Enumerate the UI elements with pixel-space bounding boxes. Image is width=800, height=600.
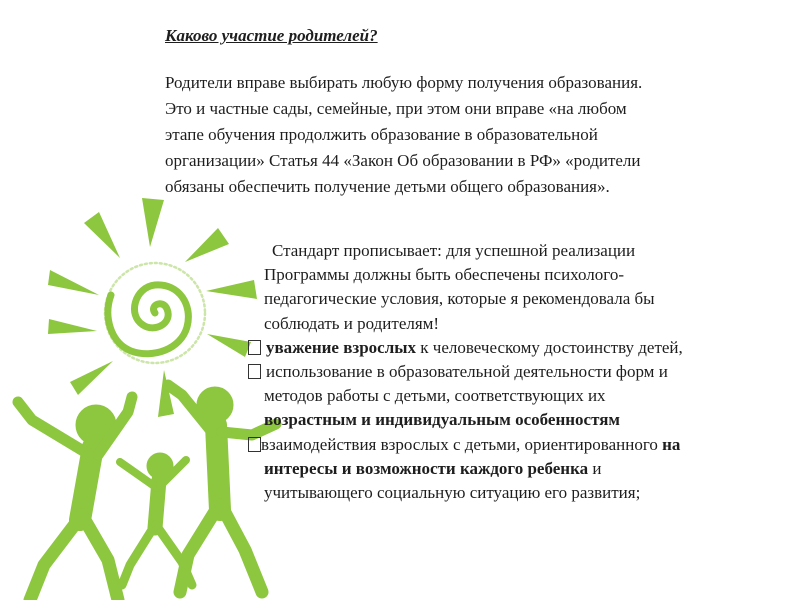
standard-line: педагогические условия, которые я рекомендовала бы	[264, 289, 655, 309]
intro-line: организации» Статья 44 «Закон Об образовании в РФ» «родители	[165, 151, 641, 170]
bullet-text: к человеческому достоинству детей,	[416, 337, 683, 357]
bullet-continuation	[248, 457, 788, 481]
standard-line: Программы должны быть обеспечены психолого-	[264, 265, 624, 285]
sun-icon	[105, 263, 205, 363]
bullet-bold-text: возрастным и индивидуальным особенностям	[264, 410, 621, 430]
bullet-text: использование в образовательной деятельности форм и	[266, 362, 668, 382]
bullet-item-respect	[248, 336, 788, 360]
bullet-box-icon	[248, 340, 261, 355]
bullet-bold-text: уважение взрослых	[266, 337, 417, 357]
standard-line: соблюдать и родителям!	[264, 313, 440, 333]
bullet-item-interaction	[248, 433, 788, 457]
bullet-continuation	[248, 408, 788, 432]
intro-paragraph	[165, 70, 775, 200]
page-heading: Каково участие родителей?	[165, 26, 378, 45]
bullet-box-icon	[248, 364, 261, 379]
bullet-bold-text: интересы и возможности каждого ребенка	[264, 458, 589, 478]
intro-line: обязаны обеспечить получение детьми общего образования».	[165, 177, 610, 196]
intro-line: этапе обучения продолжить образование в образовательной	[165, 125, 598, 144]
standard-line: Стандарт прописывает: для успешной реализации	[272, 241, 636, 260]
bullet-text: и	[588, 458, 602, 478]
intro-line: Родители вправе выбирать любую форму получения образования.	[165, 73, 643, 92]
bullet-text: взаимодействия взрослых с детьми, ориентированного	[261, 434, 663, 454]
bullet-item-methods	[248, 360, 788, 384]
standard-block	[248, 239, 788, 505]
bullet-continuation: учитывающего социальную ситуацию его развития;	[264, 483, 641, 503]
sun-spiral	[108, 285, 188, 354]
bullet-bold-text: на	[662, 434, 681, 454]
bullet-box-icon	[248, 437, 261, 452]
intro-line: Это и частные сады, семейные, при этом они вправе «на любом	[165, 99, 627, 118]
adult-left-figure	[18, 397, 132, 600]
family-figures-icon	[18, 385, 276, 600]
bullet-continuation: методов работы с детьми, соответствующих их	[264, 386, 606, 406]
